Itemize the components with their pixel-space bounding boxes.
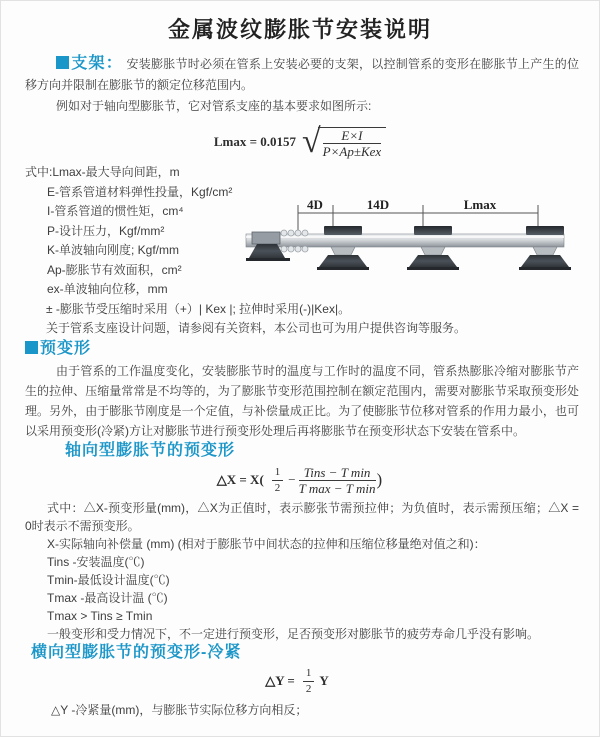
dim-label-4d: 4D [307,197,323,212]
definition-item: ex-单波轴向位移，mm [47,282,168,296]
axial-where-paragraph: 式中：△X-预变形量(mm)，△X为正值时，表示膨张节需预拉伸；为负值时，表示需预压缩；△X = 0时表示不需预变形。 [25,501,579,533]
axial-subheading: 轴向型膨胀节的预变形 [65,442,236,459]
temperature-fraction [299,466,376,495]
spec-line: Tmax -最高设计温 (℃) [47,591,168,605]
definition-item: I-管系管道的惯性矩，cm⁴ [47,204,184,218]
support-intro-text: 安装膨胀节时必须在管系上安装必要的支架，以控制管系的变形在膨胀节上产生的位移方向并限制在膨胀节的额定位移范围内。 [25,57,579,92]
spec-line: Tins -安装温度(℃) [47,555,145,569]
support-intro-paragraph [25,53,579,96]
definitions-and-diagram-area [25,163,599,339]
definition-item: P-设计压力，Kgf/mm² [47,223,165,238]
lmax-formula-numerator: E×I [323,129,382,144]
predeform-section-heading [25,339,599,359]
lateral-predeform-formula [1,667,599,695]
lmax-formula [1,125,599,159]
sign-convention-note: ± -膨胀节受压缩时采用（+）| Kex |; 拉伸时采用(-)|Kex|。 [46,301,351,316]
lmax-formula-fraction [323,129,382,158]
temperature-denominator: T max − T min [298,480,376,496]
one-half-fraction [303,667,315,696]
support-heading-label: 支架： [71,55,123,72]
where-label-line: 式中:Lmax-最大导向间距，m [25,165,180,179]
support-spacing-diagram [244,193,600,288]
half-numerator: 1 [303,667,315,682]
axial-predeform-formula [1,465,599,495]
page-title: 金属波纹膨胀节安装说明 [167,17,432,42]
lateral-formula-rhs: Y [319,673,329,688]
lmax-formula-denominator: P×Ap±Kex [322,143,382,159]
spec-line: 一般变形和受力情况下，不一定进行预变形，足否预变形对膨胀节的疲劳寿命几乎没有影响。 [47,627,540,641]
spec-line: X-实际轴向补偿量 (mm) (相对于膨胀节中间状态的拉伸和压缩位移量绝对值之和)： [47,537,486,551]
pipe-support [519,226,571,270]
axial-formula-lhs: △X = X( [216,472,264,487]
support-closing-note: 关于管系支座设计问题，请参阅有关资料，本公司也可为用户提供咨询等服务。 [46,321,467,335]
spec-line: Tmin-最低设计温度(℃) [47,573,170,587]
one-half-fraction [272,466,284,495]
pipe [246,234,564,247]
predeform-body-paragraph: 由于管系的工作温度变化，安装膨胀节时的温度与工作时的温度不同，管系热膨胀冷缩对膨胀节产生的拉伸、压缩量常常是不均等的，为了膨胀节变形范围控制在额定范围内，需要对膨胀节采取预变形处理。另外，由于膨胀节刚度是一个定值，与补偿量成正比。为了使膨胀节位移对管系的作用力最小，也可以采用预变形(冷紧)方让对膨胀节进行预变形处理后再将膨胀节在预变形状态下安装在管系中。 [25,364,579,438]
spec-line: Tmax > Tins ≥ Tmin [47,609,153,623]
definition-item: E-管系管道材料弹性投量，Kgf/cm² [47,184,233,199]
lmax-formula-underroot [318,127,387,158]
lateral-note-line: △Y -冷紧量(mm)，与膨胀节实际位移方向相反； [51,703,308,717]
dim-label-lmax: Lmax [463,197,497,212]
pipe-support [407,226,459,270]
half-numerator: 1 [272,466,284,481]
support-example-line: 例如对于轴向型膨胀节，它对管系支座的基本要求如图所示: [56,99,372,113]
temperature-numerator: Tins − T min [299,466,376,481]
predeform-heading-label: 预变形 [40,340,92,357]
radical-sign-icon: √ [302,123,321,160]
lateral-formula-lhs: △Y = [265,673,295,688]
half-denominator: 2 [305,682,312,695]
pipe-support [317,226,369,270]
lateral-subheading: 横向型膨胀节的预变形-冷紧 [31,644,242,661]
dim-label-14d: 14D [366,197,390,212]
lmax-formula-lhs: Lmax = 0.0157 [213,134,296,149]
right-paren: ) [376,470,383,489]
definition-item: K-单波轴向刚度; Kgf/mm [47,243,180,257]
support-section-heading [56,55,123,72]
definition-item: Ap-膨胀节有效面积，cm² [47,262,182,277]
blue-square-bullet-icon [56,56,69,69]
blue-square-bullet-icon [25,341,38,354]
minus-operator: − [288,472,296,487]
half-denominator: 2 [274,481,281,494]
